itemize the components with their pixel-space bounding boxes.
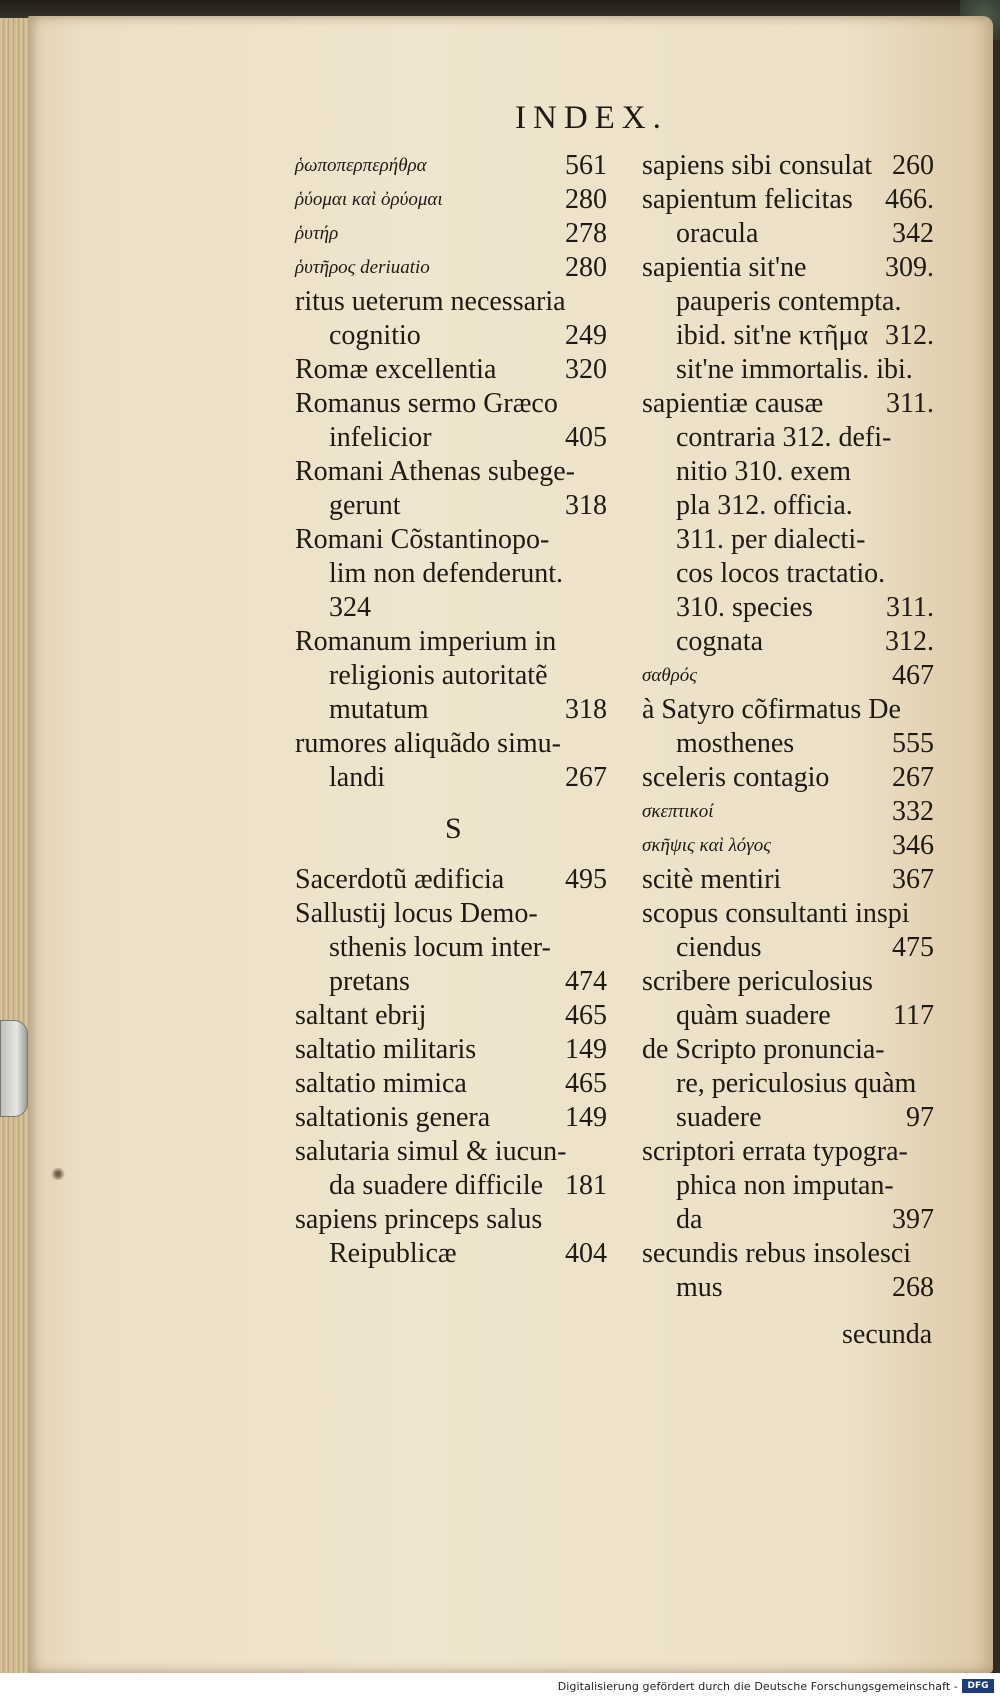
entry-text: ῥωποπερπερήθρα [295,155,427,176]
entry-page-number: 278 [565,218,607,249]
index-entry [295,931,607,965]
index-entry [295,659,607,693]
entry-text: de Scripto pronuncia- [642,1034,885,1065]
index-entry [642,1237,934,1271]
index-entry [642,1203,934,1237]
index-entry [642,999,934,1033]
catchword: secunda [842,1319,933,1350]
index-entry [642,659,934,693]
index-entry [642,421,934,455]
entry-page-number: 405 [565,422,607,453]
entry-text: sapiens sibi consulat [642,150,873,181]
entry-text: infelicior [329,422,432,453]
entry-page-number: 555 [892,728,934,759]
entry-text: scriptori errata typogra- [642,1136,908,1167]
entry-page-number: 309. [885,252,934,283]
entry-page-number: 117 [893,1000,934,1031]
index-column-right [642,149,934,1305]
index-entry [295,591,607,625]
entry-text: Sacerdotũ ædificia [295,864,505,895]
index-entry [295,1033,607,1067]
entry-page-number: 465 [565,1068,607,1099]
index-entry [642,353,934,387]
entry-text: pauperis contempta. [676,286,902,317]
entry-page-number: 181 [565,1170,607,1201]
entry-page-number: 561 [565,150,607,181]
index-entry [642,761,934,795]
index-entry [642,795,934,829]
entry-text: da [676,1204,703,1235]
entry-text: sapientiæ causæ [642,388,824,419]
entry-text: σαθρός [642,665,698,686]
entry-text: sit'ne immortalis. ibi. [676,354,913,385]
entry-page-number: 311. [886,592,934,623]
entry-page-number: 404 [565,1238,607,1269]
entry-text: 324 [329,592,371,623]
entry-text: Romani Cõstantinopo- [295,524,550,555]
index-entry [295,897,607,931]
entry-text: quàm suadere [676,1000,831,1031]
entry-page-number: 280 [565,184,607,215]
entry-text: sthenis locum inter- [329,932,551,963]
index-entry [295,149,607,183]
index-entry [295,863,607,897]
entry-page-number: 311. [886,388,934,419]
entry-text: saltant ebrij [295,1000,427,1031]
entry-text: saltatio militaris [295,1034,477,1065]
dfg-logo: DFG [962,1679,994,1693]
index-entry [642,1067,934,1101]
entry-text: nitio 310. exem [676,456,851,487]
entry-page-number: 149 [565,1034,607,1065]
index-entry [642,897,934,931]
index-entry [642,251,934,285]
index-entry [642,285,934,319]
entry-text: pretans [329,966,410,997]
entry-text: scitè mentiri [642,864,782,895]
entry-text: contraria 312. defi- [676,422,892,453]
entry-text: Romæ excellentia [295,354,497,385]
entry-page-number: 367 [892,864,934,895]
index-entry [295,1237,607,1271]
entry-text: ciendus [676,932,762,963]
entry-page-number: 346 [892,830,934,861]
index-entry [295,319,607,353]
entry-text: ῥύομαι καὶ ὀρύομαι [295,189,443,210]
index-entry [642,591,934,625]
index-column-left [295,149,607,1271]
index-entry [295,1203,607,1237]
index-entry [642,523,934,557]
entry-text: ibid. sit'ne κτῆμα [676,320,869,351]
entry-text: à Satyro cõfirmatus De [642,694,901,725]
entry-text: cognata [676,626,764,657]
index-entry [295,1067,607,1101]
index-entry [295,217,607,251]
index-entry [295,1101,607,1135]
index-entry [642,931,934,965]
entry-text: Romanus sermo Græco [295,388,558,419]
index-entry [295,1169,607,1203]
index-entry [295,557,607,591]
index-entry [642,693,934,727]
entry-text: scribere periculosius [642,966,873,997]
index-entry [295,285,607,319]
index-entry [642,387,934,421]
entry-text: secundis rebus insolesci [642,1238,912,1269]
index-entry [642,1169,934,1203]
index-entry [642,557,934,591]
section-letter: S [445,812,462,845]
index-entry [295,183,607,217]
entry-text: re, periculosius quàm [676,1068,917,1099]
index-entry [295,693,607,727]
digitization-credit: Digitalisierung gefördert durch die Deutsche Forschungsgemeinschaft - [557,1680,958,1693]
index-entry [642,183,934,217]
entry-text: scopus consultanti inspi [642,898,910,929]
index-entry [295,1135,607,1169]
entry-page-number: 312. [885,626,934,657]
entry-text: salutaria simul & iucun- [295,1136,567,1167]
entry-text: ritus ueterum necessaria [295,286,566,317]
entry-page-number: 332 [892,796,934,827]
page-stack-edge [0,18,30,1673]
index-entry [642,1271,934,1305]
index-entry [295,421,607,455]
entry-text: mosthenes [676,728,795,759]
page-header: INDEX. [515,100,668,136]
index-entry [642,455,934,489]
entry-text: cos locos tractatio. [676,558,886,589]
entry-text: mutatum [329,694,429,725]
index-entry [295,387,607,421]
entry-text: mus [676,1272,723,1303]
entry-page-number: 475 [892,932,934,963]
index-entry [642,489,934,523]
index-entry [642,149,934,183]
entry-page-number: 342 [892,218,934,249]
index-entry [295,625,607,659]
entry-page-number: 268 [892,1272,934,1303]
section-letter-heading [295,795,607,863]
entry-text: da suadere difficile [329,1170,544,1201]
entry-page-number: 318 [565,694,607,725]
entry-text: 311. per dialecti- [676,524,866,555]
entry-text: sceleris contagio [642,762,830,793]
entry-page-number: 318 [565,490,607,521]
index-entry [642,1033,934,1067]
index-entry [642,1101,934,1135]
entry-text: phica non imputan- [676,1170,894,1201]
entry-text: lim non defenderunt. [329,558,564,589]
entry-text: gerunt [329,490,401,521]
index-entry [642,965,934,999]
index-entry [295,965,607,999]
index-entry [295,455,607,489]
entry-text: sapiens princeps salus [295,1204,543,1235]
entry-page-number: 97 [906,1102,934,1133]
entry-text: sapientum felicitas [642,184,853,215]
entry-text: 310. species [676,592,813,623]
index-entry [295,523,607,557]
entry-page-number: 249 [565,320,607,351]
index-entry [295,761,607,795]
entry-text: Sallustij locus Demo- [295,898,538,929]
entry-text: saltationis genera [295,1102,491,1133]
index-entry [295,353,607,387]
entry-page-number: 397 [892,1204,934,1235]
entry-text: pla 312. officia. [676,490,853,521]
entry-page-number: 267 [892,762,934,793]
entry-text: rumores aliquãdo simu- [295,728,561,759]
entry-text: oracula [676,218,759,249]
entry-page-number: 149 [565,1102,607,1133]
paper-stain [50,1168,66,1180]
index-entry [642,625,934,659]
entry-page-number: 267 [565,762,607,793]
index-entry [295,251,607,285]
index-entry [295,999,607,1033]
entry-page-number: 466. [885,184,934,215]
entry-text: saltatio mimica [295,1068,467,1099]
entry-page-number: 467 [892,660,934,691]
index-entry [642,829,934,863]
entry-text: sapientia sit'ne [642,252,807,283]
entry-text: σκῆψις καὶ λόγος [642,835,772,856]
entry-text: Romani Athenas subege- [295,456,575,487]
entry-text: Romanum imperium in [295,626,557,657]
entry-page-number: 465 [565,1000,607,1031]
index-entry [295,727,607,761]
index-entry [642,1135,934,1169]
index-entry [295,489,607,523]
entry-page-number: 280 [565,252,607,283]
entry-page-number: 260 [892,150,934,181]
entry-page-number: 495 [565,864,607,895]
index-entry [642,217,934,251]
entry-text: ῥυτῆρος deriuatio [295,257,430,278]
entry-text: Reipublicæ [329,1238,457,1269]
entry-page-number: 320 [565,354,607,385]
entry-page-number: 312. [885,320,934,351]
entry-text: religionis autoritatẽ [329,660,548,691]
entry-text: suadere [676,1102,762,1133]
entry-page-number: 474 [565,966,607,997]
entry-text: cognitio [329,320,421,351]
index-entry [642,863,934,897]
index-entry [642,319,934,353]
metal-clasp [0,1020,28,1117]
entry-text: σκεπτικοί [642,801,714,822]
index-entry [642,727,934,761]
entry-text: landi [329,762,385,793]
entry-text: ῥυτήρ [295,223,339,244]
